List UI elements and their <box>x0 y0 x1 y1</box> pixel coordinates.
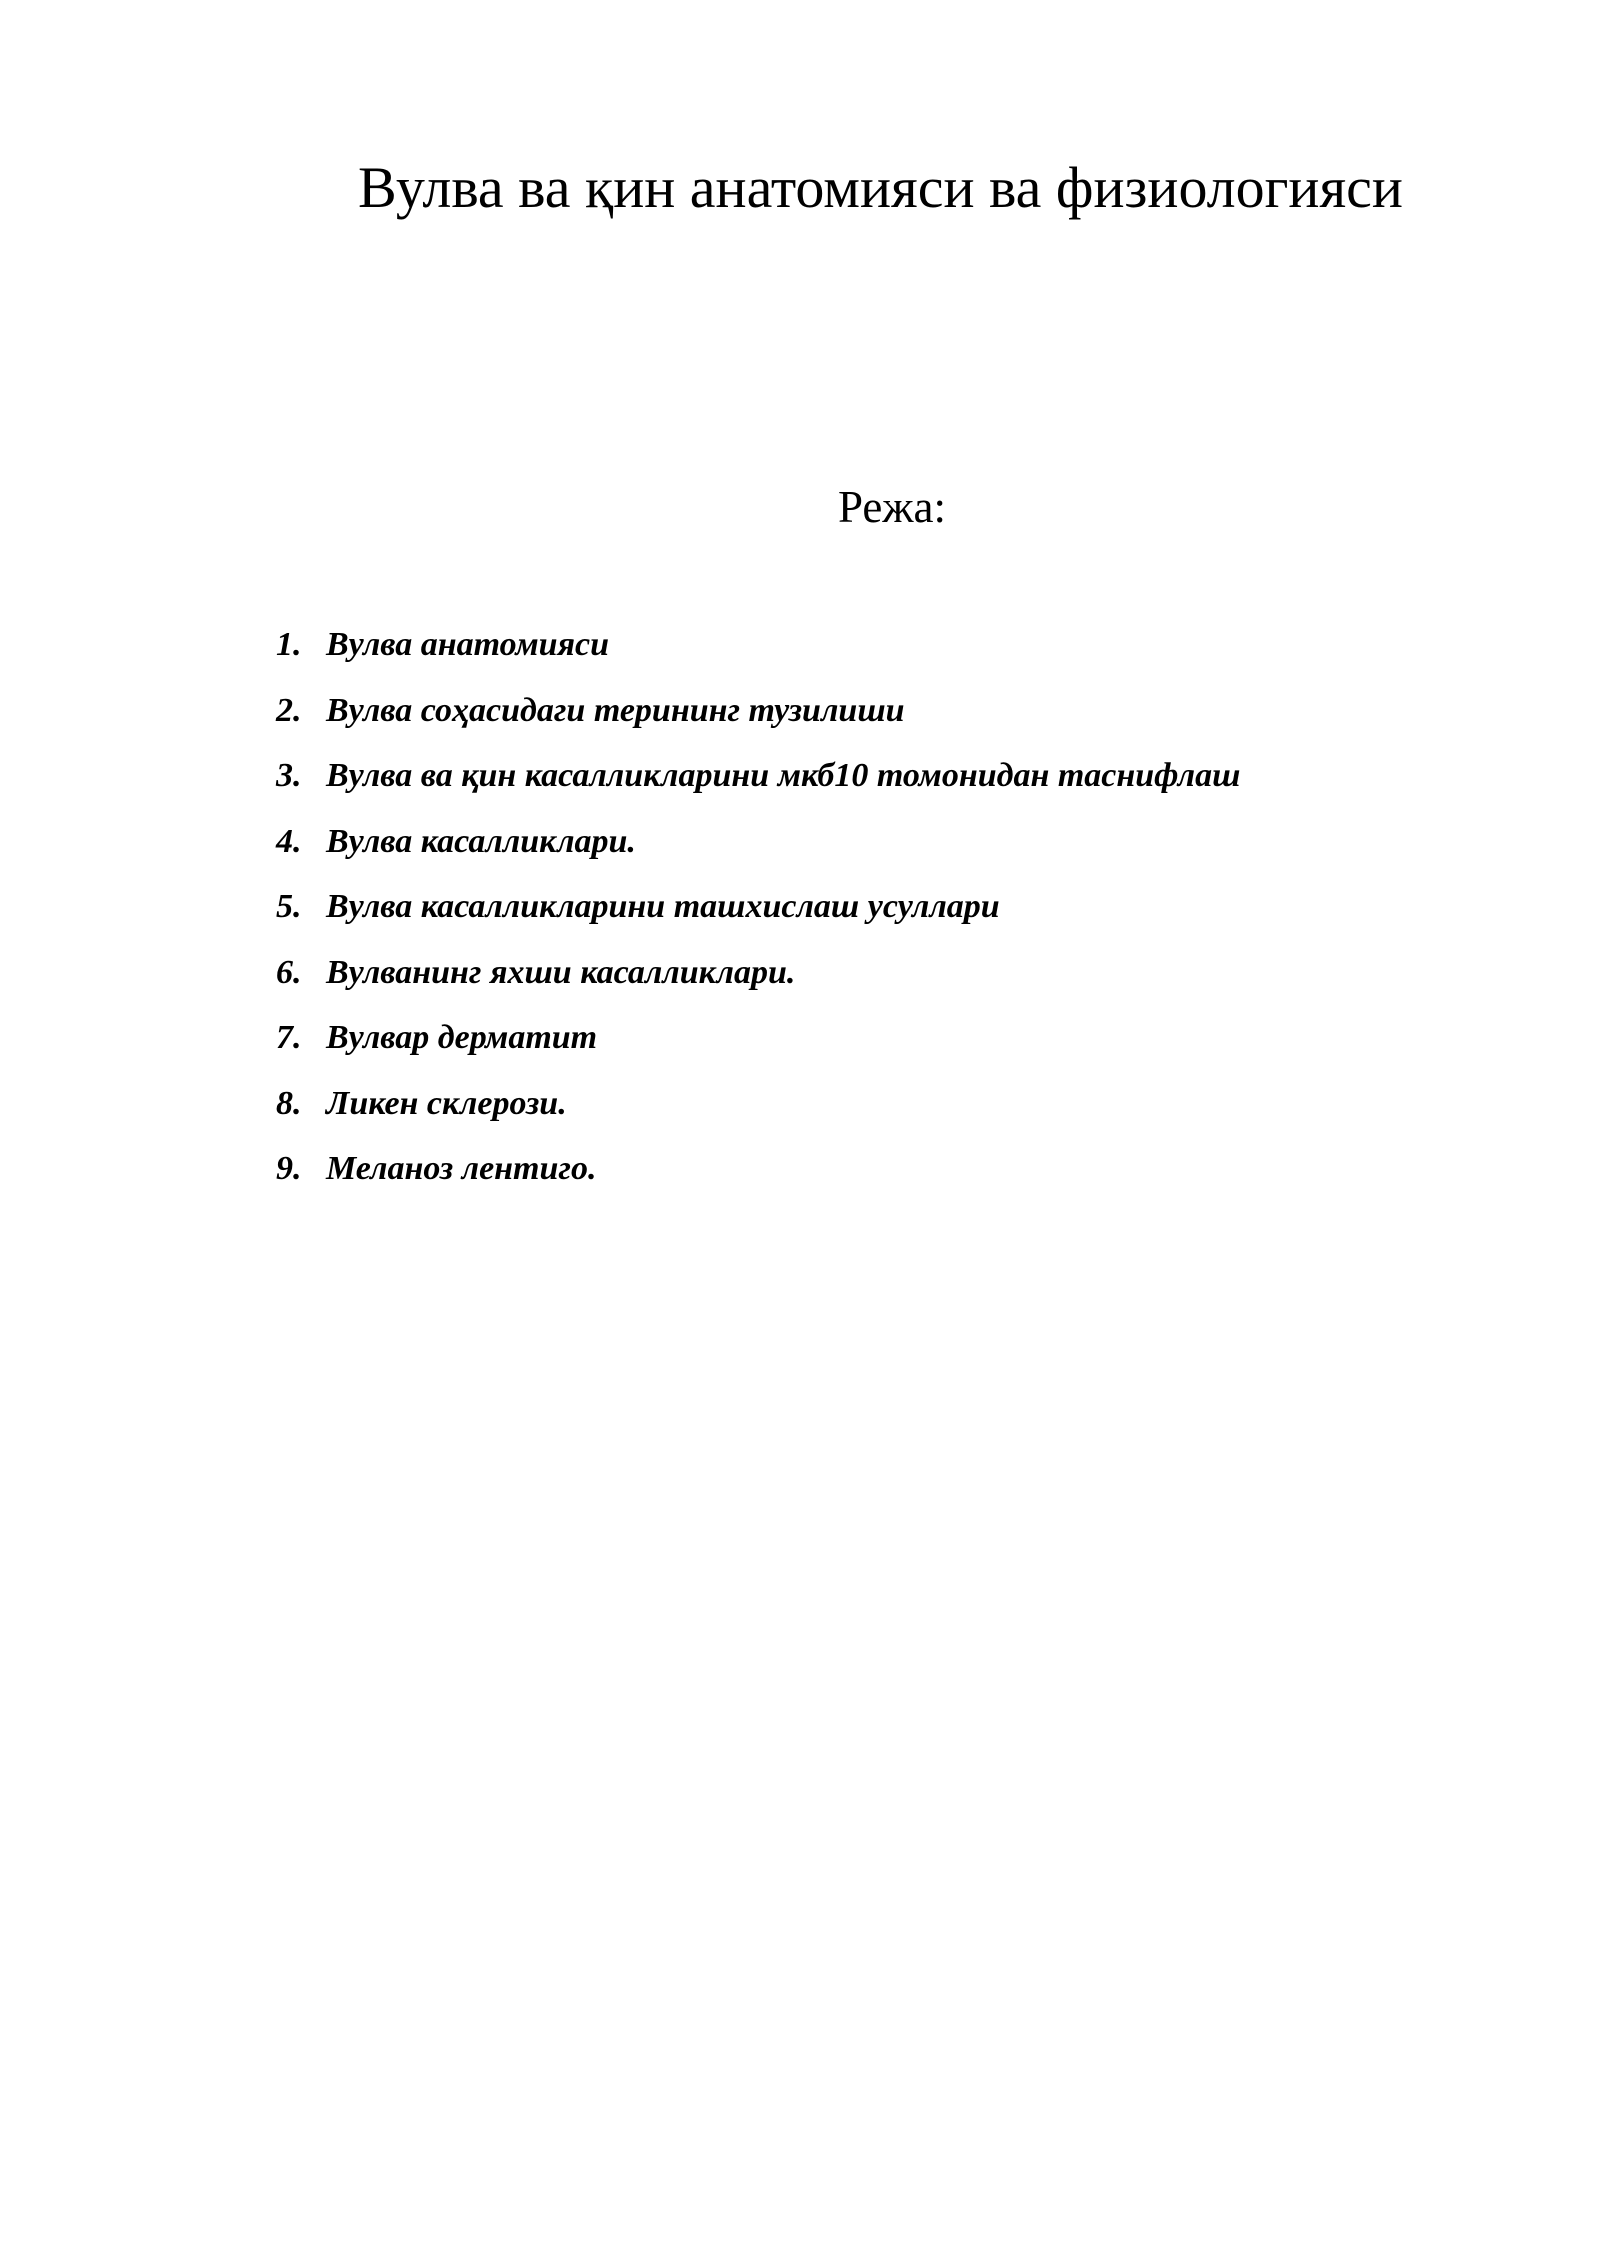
plan-item-number: 3. <box>276 757 302 794</box>
plan-item-text: Вулванинг яхши касалликлари. <box>326 953 796 991</box>
plan-item-number: 8. <box>276 1084 302 1122</box>
plan-item-1 <box>276 626 1240 692</box>
plan-item-8 <box>276 1085 1240 1151</box>
plan-item-4 <box>276 823 1240 889</box>
plan-item-7 <box>276 1019 1240 1085</box>
plan-item-number: 1. <box>276 626 302 663</box>
plan-item-5 <box>276 888 1240 954</box>
plan-item-text: Меланоз лентиго. <box>326 1150 597 1187</box>
plan-item-text: Вулвар дерматит <box>326 1019 598 1056</box>
plan-item-number: 5. <box>276 888 302 925</box>
plan-item-text: Ликен склерози. <box>326 1084 567 1122</box>
plan-item-number: 9. <box>276 1150 302 1187</box>
plan-item-number: 7. <box>276 1019 302 1056</box>
plan-list <box>276 626 1240 1216</box>
plan-item-6 <box>276 954 1240 1020</box>
page-title: Вулва ва қин анатомияси ва физиологияси <box>358 155 1403 220</box>
plan-heading: Режа: <box>838 482 946 532</box>
plan-item-text: Вулва ва қин касалликларини мкб10 томонидан таснифлаш <box>326 757 1241 794</box>
plan-item-2 <box>276 692 1240 758</box>
plan-item-text: Вулва соҳасидаги терининг тузилиши <box>326 691 905 729</box>
plan-item-number: 6. <box>276 953 302 991</box>
plan-item-text: Вулва касалликлари. <box>326 822 636 860</box>
plan-item-number: 2. <box>276 691 302 729</box>
plan-item-text: Вулва анатомияси <box>326 626 610 663</box>
plan-item-text: Вулва касалликларини ташхислаш усуллари <box>326 888 1000 925</box>
plan-item-3 <box>276 757 1240 823</box>
plan-item-number: 4. <box>276 822 302 860</box>
plan-item-9 <box>276 1150 1240 1216</box>
